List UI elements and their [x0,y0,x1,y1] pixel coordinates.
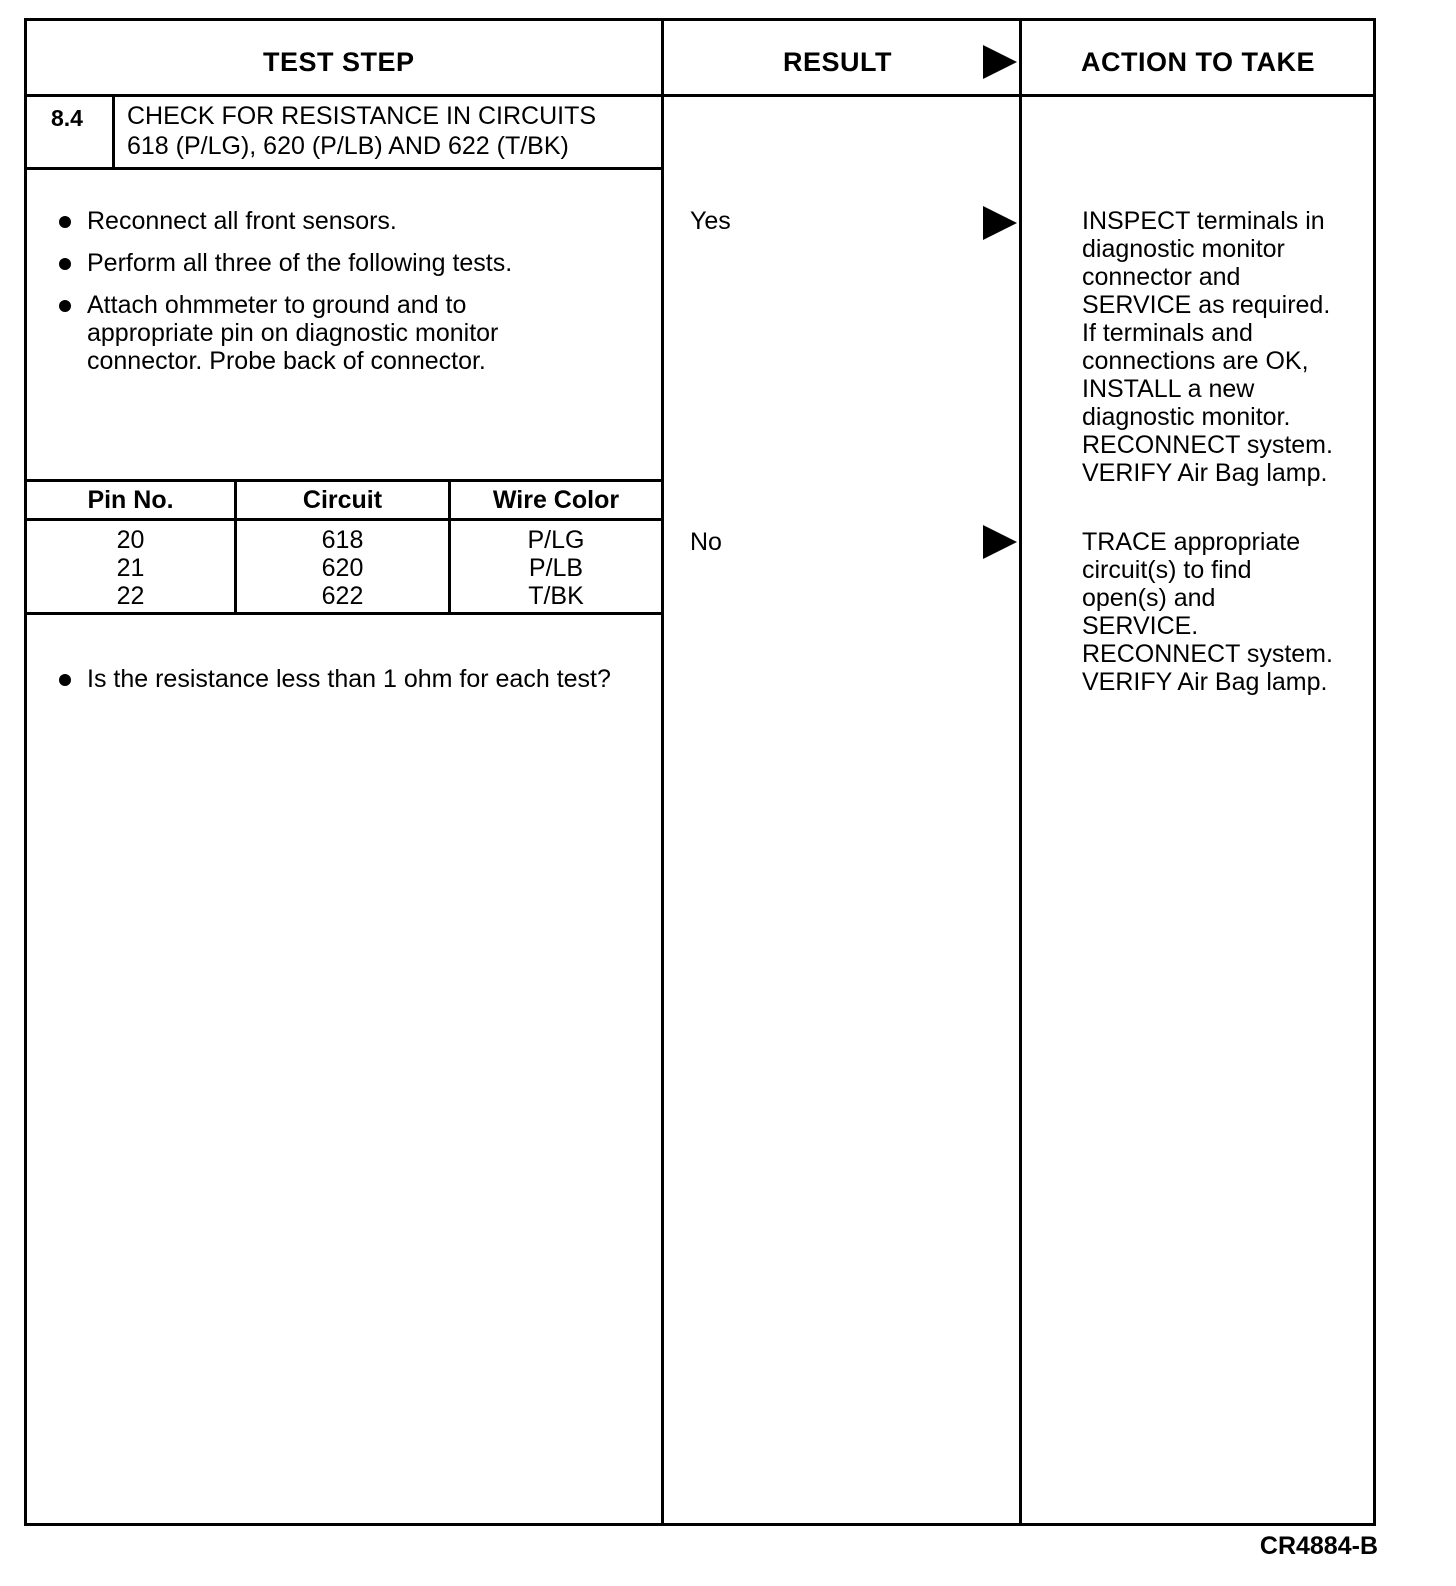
instruction-list [55,207,655,389]
action-line: connections are OK, [1082,347,1309,375]
pin-cell: 21 [116,554,145,582]
question [55,665,655,707]
action-line: SERVICE. [1082,612,1199,640]
test-step-table [24,18,1376,1526]
pin-table-header-wire-color: Wire Color [492,486,620,514]
action-line: open(s) and [1082,584,1216,612]
column-divider-action [1019,21,1022,1523]
header-divider [27,94,1373,97]
action-line: TRACE appropriate [1082,528,1301,556]
result-yes: Yes [690,207,731,235]
wire-color-cell: P/LB [528,554,584,582]
result-yes-arrow-icon [983,206,1017,240]
wire-color-cell: T/BK [528,582,584,610]
instruction-item: Reconnect all front sensors. [55,207,655,235]
header-arrow-icon [983,45,1017,79]
action-line: diagnostic monitor [1082,235,1285,263]
action-line: INSPECT terminals in [1082,207,1325,235]
circuit-cell: 618 [321,526,364,554]
action-line: RECONNECT system. [1082,640,1333,668]
step-title-line-1: CHECK FOR RESISTANCE IN CIRCUITS [127,102,597,130]
header-result: RESULT [783,47,892,77]
result-no-arrow-icon [983,525,1017,559]
step-number-divider [112,97,115,167]
circuit-cell: 622 [321,582,364,610]
action-line: VERIFY Air Bag lamp. [1082,459,1328,487]
action-yes [1082,207,1372,487]
action-line: INSTALL a new [1082,375,1255,403]
pin-cell: 20 [116,526,145,554]
pin-table [27,479,661,615]
instruction-item: Attach ohmmeter to ground and to appropriate pin on diagnostic monitor connector. Probe back of connector. [55,291,557,375]
action-line: If terminals and [1082,319,1253,347]
pin-table-header-divider [27,518,661,521]
header-action: ACTION TO TAKE [1081,47,1315,77]
figure-code: CR4884-B [1259,1532,1378,1560]
step-title-divider [27,167,661,170]
column-divider-result [661,21,664,1523]
action-line: RECONNECT system. [1082,431,1333,459]
pin-table-header-pin: Pin No. [87,486,174,514]
step-number: 8.4 [51,105,83,131]
instruction-item: Perform all three of the following tests. [55,249,655,277]
question-text: Is the resistance less than 1 ohm for each test? [55,665,617,693]
pin-cell: 22 [116,582,145,610]
wire-color-cell: P/LG [527,526,585,554]
result-no: No [690,528,722,556]
pin-table-header-circuit: Circuit [302,486,383,514]
step-title [127,101,647,161]
action-line: VERIFY Air Bag lamp. [1082,668,1328,696]
header-test-step: TEST STEP [263,47,415,77]
action-line: diagnostic monitor. [1082,403,1291,431]
action-line: circuit(s) to find [1082,556,1252,584]
action-line: SERVICE as required. [1082,291,1331,319]
circuit-cell: 620 [321,554,364,582]
step-title-line-2: 618 (P/LG), 620 (P/LB) AND 622 (T/BK) [127,132,569,160]
action-no [1082,528,1372,696]
action-line: connector and [1082,263,1241,291]
